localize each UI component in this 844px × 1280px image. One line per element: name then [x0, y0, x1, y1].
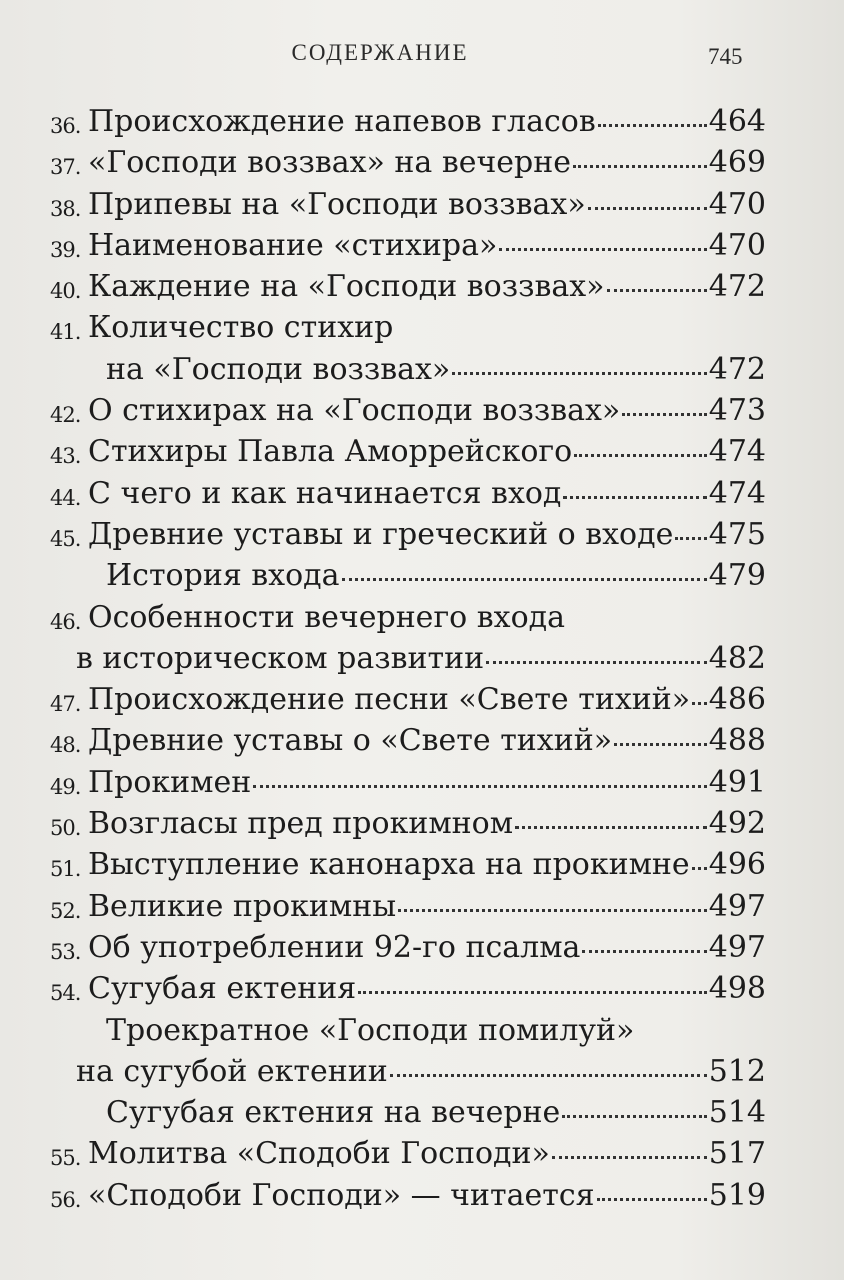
toc-entry-page: 497 [708, 888, 766, 924]
toc-entry-title: Прокимен [88, 764, 252, 800]
toc-entry [0, 927, 844, 968]
toc-entry-page: 512 [708, 1053, 766, 1089]
toc-entry-title: Особенности вечернего входа [88, 599, 565, 635]
dot-leader [614, 743, 707, 746]
toc-entry-number: 53. [50, 939, 81, 964]
dot-leader [342, 578, 707, 581]
toc-entry-title: Сугубая ектения на вечерне [106, 1095, 561, 1131]
toc-entry-number: 36. [50, 114, 81, 138]
toc-entry-page: 472 [708, 269, 766, 305]
toc-entry-number: 47. [50, 692, 81, 717]
dot-leader [574, 454, 707, 457]
toc-entry-number: 40. [50, 279, 81, 304]
toc-entry [0, 514, 844, 555]
toc-entry [0, 638, 844, 679]
toc-entry [0, 679, 844, 720]
toc-entry [0, 1010, 844, 1051]
toc-entry-number: 52. [50, 898, 81, 923]
toc-entry-page: 517 [708, 1136, 766, 1172]
dot-leader [562, 1115, 706, 1118]
toc-entry-number: 45. [50, 526, 81, 551]
toc-entry-title: Припевы на «Господи воззвах» [88, 186, 586, 222]
toc-entry-number: 56. [50, 1187, 81, 1212]
toc-entry-page: 464 [708, 104, 766, 139]
dot-leader [692, 702, 707, 705]
running-header: СОДЕРЖАНИЕ [291, 40, 469, 65]
toc-entry-title: Выступление канонарха на прокимне [88, 847, 690, 883]
toc-entry [0, 1051, 844, 1092]
toc-entry [0, 431, 844, 472]
toc-entry [0, 184, 844, 225]
toc-entry [0, 390, 844, 431]
toc-entry-page: 470 [708, 227, 766, 263]
toc-entry-title: Каждение на «Господи воззвах» [88, 269, 605, 305]
dot-leader [675, 537, 706, 540]
toc-entry-number: 49. [50, 774, 81, 799]
toc-entry [0, 1175, 844, 1216]
toc-entry [0, 803, 844, 844]
toc-entry-title: Молитва «Сподоби Господи» [88, 1136, 550, 1172]
toc-entry-page: 519 [708, 1177, 766, 1213]
dot-leader [515, 826, 707, 829]
dot-leader [573, 165, 707, 168]
toc-entry [0, 720, 844, 761]
toc-entry-page: 474 [708, 434, 766, 470]
toc-entry [0, 142, 844, 183]
dot-leader [499, 248, 706, 251]
toc-entry-title: на сугубой ектении [76, 1053, 388, 1089]
toc-entry [0, 225, 844, 266]
toc-entry-page: 486 [708, 682, 766, 718]
toc-entry-page: 496 [708, 847, 766, 883]
dot-leader [582, 950, 706, 953]
toc-entry-number: 55. [50, 1146, 81, 1171]
toc-entry-title: О стихирах на «Господи воззвах» [88, 393, 621, 429]
toc-entry-page: 475 [708, 516, 766, 552]
dot-leader [607, 289, 707, 292]
toc-entry [0, 1133, 844, 1174]
toc-entry [0, 886, 844, 927]
dot-leader [253, 785, 706, 788]
dot-leader [358, 991, 707, 994]
toc-entry-title: Количество стихир [88, 310, 394, 346]
toc-entry-page: 482 [708, 640, 766, 676]
toc-entry [0, 762, 844, 803]
toc-entry-title: Происхождение песни «Свете тихий» [88, 682, 691, 718]
dot-leader [452, 372, 706, 375]
toc-entry-page: 474 [708, 475, 766, 511]
toc-entry-number: 39. [50, 237, 81, 262]
dot-leader [588, 207, 707, 210]
toc-entry [0, 844, 844, 885]
toc-entry-page: 472 [708, 351, 766, 387]
toc-entry-title: Происхождение напевов гласов [88, 104, 596, 139]
toc-entry-title: «Господи воззвах» на вечерне [88, 145, 572, 181]
toc-entry-number: 43. [50, 444, 81, 469]
toc-entry-title: Древние уставы и греческий о входе [88, 516, 674, 552]
toc-entry-page: 469 [708, 145, 766, 181]
toc-entry-number: 42. [50, 403, 81, 428]
toc-entry-page: 492 [708, 806, 766, 842]
page-number: 745 [708, 44, 743, 69]
toc-entry-page: 497 [708, 929, 766, 965]
toc-entry-number: 51. [50, 857, 81, 882]
dot-leader [552, 1156, 707, 1159]
dot-leader [486, 661, 707, 664]
dot-leader [622, 413, 706, 416]
table-of-contents [0, 101, 844, 1216]
toc-entry-page: 491 [708, 764, 766, 800]
toc-entry-title: на «Господи воззвах» [106, 351, 451, 387]
dot-leader [598, 124, 707, 127]
toc-entry-title: Стихиры Павла Аморрейского [88, 434, 573, 470]
dot-leader [692, 867, 707, 870]
toc-entry-page: 514 [708, 1095, 766, 1131]
toc-entry-number: 46. [50, 609, 81, 634]
toc-entry-title: С чего и как начинается вход [88, 475, 562, 511]
toc-entry-number: 41. [50, 320, 81, 345]
toc-entry-title: в историческом развитии [76, 640, 485, 676]
toc-entry [0, 307, 844, 348]
toc-entry-page: 470 [708, 186, 766, 222]
toc-entry [0, 1092, 844, 1133]
toc-entry-number: 50. [50, 816, 81, 841]
toc-entry-page: 479 [708, 558, 766, 594]
toc-entry [0, 597, 844, 638]
toc-entry-title: Великие прокимны [88, 888, 397, 924]
toc-entry-title: Сугубая ектения [88, 971, 357, 1007]
toc-entry [0, 349, 844, 390]
toc-entry-page: 473 [708, 393, 766, 429]
dot-leader [597, 1198, 707, 1201]
toc-entry-number: 37. [50, 155, 81, 180]
dot-leader [390, 1074, 707, 1077]
toc-entry [0, 968, 844, 1009]
toc-entry [0, 555, 844, 596]
toc-entry-title: История входа [106, 558, 340, 594]
toc-entry [0, 473, 844, 514]
toc-entry [0, 266, 844, 307]
toc-entry-number: 44. [50, 485, 81, 510]
toc-entry [0, 101, 844, 142]
toc-entry-page: 488 [708, 723, 766, 759]
toc-entry-title: Древние уставы о «Свете тихий» [88, 723, 613, 759]
toc-entry-number: 54. [50, 981, 81, 1006]
toc-entry-title: Возгласы пред прокимном [88, 806, 514, 842]
toc-entry-title: Наименование «стихира» [88, 227, 498, 263]
toc-entry-page: 498 [708, 971, 766, 1007]
toc-entry-title: Троекратное «Господи помилуй» [106, 1012, 635, 1048]
toc-entry-title: «Сподоби Господи» — читается [88, 1177, 595, 1213]
dot-leader [398, 909, 707, 912]
toc-entry-title: Об употреблении 92-го псалма [88, 929, 581, 965]
toc-entry-number: 48. [50, 733, 81, 758]
dot-leader [563, 496, 706, 499]
toc-entry-number: 38. [50, 196, 81, 221]
